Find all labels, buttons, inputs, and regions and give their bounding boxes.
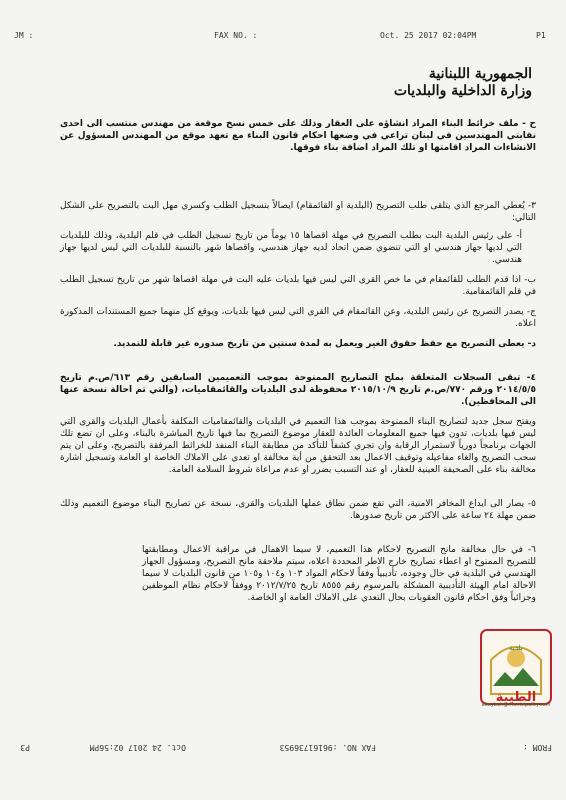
paragraph-4: ٤- تبقى السجلات المتعلقة بملح التصاريح الممنوحة بموجب التعميمين السابقين رقم ٦١٣/ص.م تاريخ ٢٠١٤/٥/٥ ورقم ٧٧٠/ص.م تاريخ ٢٠١٥/١٠/٩ محفوظة لدى البلديات والقائمقاميات، (والتي تم احالة نسخة عنها الى المحافظين).	[60, 373, 537, 407]
fax-footer-from: FROM :	[523, 743, 552, 752]
document-body	[60, 118, 536, 604]
fax-footer-date: Oct. 24 2017 02:56PM	[89, 743, 186, 752]
header-republic: الجمهورية اللبنانية	[428, 66, 532, 82]
fax-header-left: JM :	[14, 31, 34, 40]
logo-caption: altaybeh@municipality.com	[481, 702, 551, 708]
paragraph-5: ٥- يصار الى ايداع المخافر الامنية، التي تقع ضمن نطاق عملها البلديات والقرى، نسخة عن تصاريح البناء موضوع التعميم وذلك ضمن مهلة ٢٤ ساعة على الاكثر من تاريخ صدورها.	[60, 499, 536, 521]
fax-header-page: P1	[536, 31, 546, 40]
fax-footer-number: FAX NO. :9616173695З	[279, 743, 376, 752]
logo-top-text: بلدية	[509, 644, 523, 652]
fax-header-number: FAX NO. :	[214, 31, 258, 40]
paragraph-3b: ب- اذا قدم الطلب للقائمقام في ما خص القرى التي ليس فيها بلديات عليه البت في مهلة اقصاها شهر من تاريخ تسجيل الطلب في قلم القائمقامية.	[60, 275, 536, 297]
paragraph-6: ٦- في حال مخالفة مانح التصريح لاحكام هذا التعميم، لا سيما الاهمال في مراقبة الاعمال ومطابقتها للتصريح الممنوح او اعطاء تصاريح خارج الاطر المحددة اعلاه، سيتم ملاحقة مانح التصريح، ومسؤول الجهاز الهندسي في البلدية في حال وجوده، تأديبياً وفقاً لاحكام المواد ١٠٣ و١٠٤ و١٠٥ من قانون البلديات لا سيما الاحالة امام الهيئة التأديبية المشكلة بالمرسوم رقم ٨٥٥٥ تاريخ ٢٠١٢/٧/٢٥ ووفقاً لاحكام نظام الموظفين وجزائياً وفق احكام قانون العقوبات بحال التعدي على الاملاك العامة او الخاصة.	[142, 545, 536, 603]
paragraph-3d: د- يعطى التصريح مع حفظ حقوق الغير ويعمل به لمدة سنتين من تاريخ صدوره غير قابلة للتمديد.	[113, 339, 536, 349]
paragraph-h: ح - ملف خرائط البناء المراد انشاؤه على العقار وذلك على خمس نسخ موقعة من مهندس منتسب الى احدى نقابتي المهندسين في لبنان تراعي في وضعها احكام قانون البناء مع تعهد موقع من المهندس المسؤول عن الانشاءات المراد اقامتها او تلك المراد اضافة بناء فوقها.	[60, 119, 536, 153]
letterhead	[394, 66, 532, 100]
paragraph-3: ٣- يُعطي المرجع الذي يتلقى طلب التصريح (البلدية او القائمقام) ايصالاً بتسجيل الطلب وكسري مهل البت بالتصريح على الشكل التالي:	[60, 201, 536, 223]
fax-footer-page: P3	[20, 743, 30, 752]
paragraph-3c: ج- يصدر التصريح عن رئيس البلدية، وعن القائمقام في القرى التي ليس فيها بلديات، ويوقع كل منهما جميع المستندات المذكورة اعلاه.	[60, 307, 536, 329]
fax-header-date: Oct. 25 2017 02:04PM	[380, 31, 477, 40]
paragraph-4-cont: ويفتح سجل جديد لتصاريح البناء الممنوحة بموجب هذا التعميم في البلديات والقائمقاميات المكلفة بأعمال البلديات والقرى التي ليس فيها بلديات، تدون فيها جميع المعلومات العائدة للعقار موضوع التصريح بما فيها تاريخ المباشرة بالبناء، وعلى ان تضع تلك الجهات برنامجاً دورياً لاستمرار الرقابة وان تجري كشفاً للتأكد من مطابقة البناء المنفذ للخرائط المرفقة بالتصريح، وعلى ان يتم سحب التصريح والغاء مفاعيله وتوقيف الاعمال بعد التحقق من أية مخالفة او تعدي على الاملاك الخاصة او العامة وتسجيل اشارة مخالفة بناء على الصحيفة العينية للعقار، او عند التسبب بضرر او عدم مراعاة شروط السلامة العامة.	[60, 417, 536, 475]
fax-header	[0, 31, 566, 45]
logo-name: الطيبة	[495, 690, 537, 705]
header-ministry: وزارة الداخلية والبلديات	[393, 83, 532, 99]
municipality-logo	[479, 628, 553, 706]
paragraph-3a: أ- على رئيس البلدية البت بطلب التصريح في مهلة اقصاها ١٥ يوماً من تاريخ تسجيل الطلب في قلم البلدية، وذلك للبلديات التي لديها جهاز هندسي او التي تنضوي ضمن اتحاد لديه جهاز هندسي، واقصاها شهر بالنسبة للبلديات التي ليس لديها جهاز هندسي.	[60, 231, 522, 265]
fax-footer	[0, 738, 566, 752]
